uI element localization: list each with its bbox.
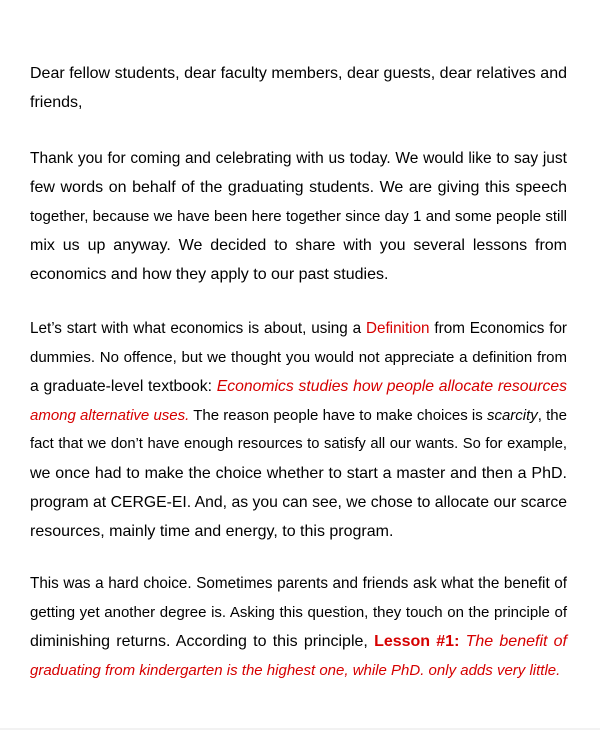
text-run: program at CERGE-EI. And, as you can see, we chose to allocate our scarce <box>30 494 567 511</box>
text-line <box>30 144 567 173</box>
text-line <box>30 517 567 546</box>
text-run: mix us up anyway. We decided to share with you several lessons from <box>30 237 567 254</box>
text-line <box>30 598 567 627</box>
text-line <box>30 656 567 685</box>
text-run: getting yet another degree is. Asking this question, they touch on the principle of <box>30 604 567 621</box>
text-line <box>30 88 567 117</box>
text-line <box>30 260 567 289</box>
emphasized-text: graduating from kindergarten is the highest one, while PhD. only adds very little. <box>30 662 561 679</box>
text-run: economics and how they apply to our past studies. <box>30 266 389 283</box>
text-line <box>30 488 567 517</box>
text-run: a graduate-level textbook: <box>30 378 217 395</box>
text-line <box>30 173 567 202</box>
text-run: , the <box>537 407 567 424</box>
text-line <box>30 627 567 656</box>
text-run: fact that we don’t have enough resources to satisfy all our wants. So for example, <box>30 436 567 452</box>
text-line <box>30 430 567 459</box>
text-run: we once had to make the choice whether to start a master and then a PhD. <box>30 465 567 482</box>
text-run: resources, mainly time and energy, to this program. <box>30 523 394 540</box>
text-line <box>30 401 567 430</box>
text-run: Thank you for coming and celebrating with us today. We would like to say just <box>30 150 567 167</box>
text-line <box>30 569 567 598</box>
text-run: together, because we have been here together since day 1 and some people still <box>30 208 567 225</box>
text-line <box>30 343 567 372</box>
text-line <box>30 459 567 488</box>
text-line <box>30 231 567 260</box>
emphasized-text: The benefit of <box>459 633 567 650</box>
emphasized-text: Economics studies how people allocate resources <box>216 378 567 395</box>
text-line <box>30 59 567 88</box>
text-run: friends, <box>30 94 83 111</box>
text-line <box>30 314 567 343</box>
text-run: dummies. No offence, but we thought you would not appreciate a definition from <box>30 349 567 366</box>
text-run: from Economics for <box>429 320 567 337</box>
text-run: This was a hard choice. Sometimes parents and friends ask what the benefit of <box>30 575 567 592</box>
text-run: diminishing returns. According to this principle, <box>30 633 375 650</box>
emphasized-text: among alternative uses. <box>30 407 190 424</box>
paragraph-hard-choice <box>30 569 567 685</box>
emphasized-text: scarcity <box>486 407 538 424</box>
text-run: The reason people have to make choices is <box>189 407 487 424</box>
text-line <box>30 372 567 401</box>
text-run: Let’s start with what economics is about, using a <box>30 320 366 337</box>
emphasized-text: Lesson #1: <box>374 633 460 650</box>
text-run: Dear fellow students, dear faculty members, dear guests, dear relatives and <box>30 65 567 82</box>
emphasized-text: Definition <box>365 320 430 337</box>
text-run: few words on behalf of the graduating students. We are giving this speech <box>30 179 567 196</box>
paragraph-economics-definition <box>30 314 567 546</box>
text-line <box>30 202 567 231</box>
paragraph-salutation <box>30 59 567 117</box>
paragraph-thanks <box>30 144 567 289</box>
